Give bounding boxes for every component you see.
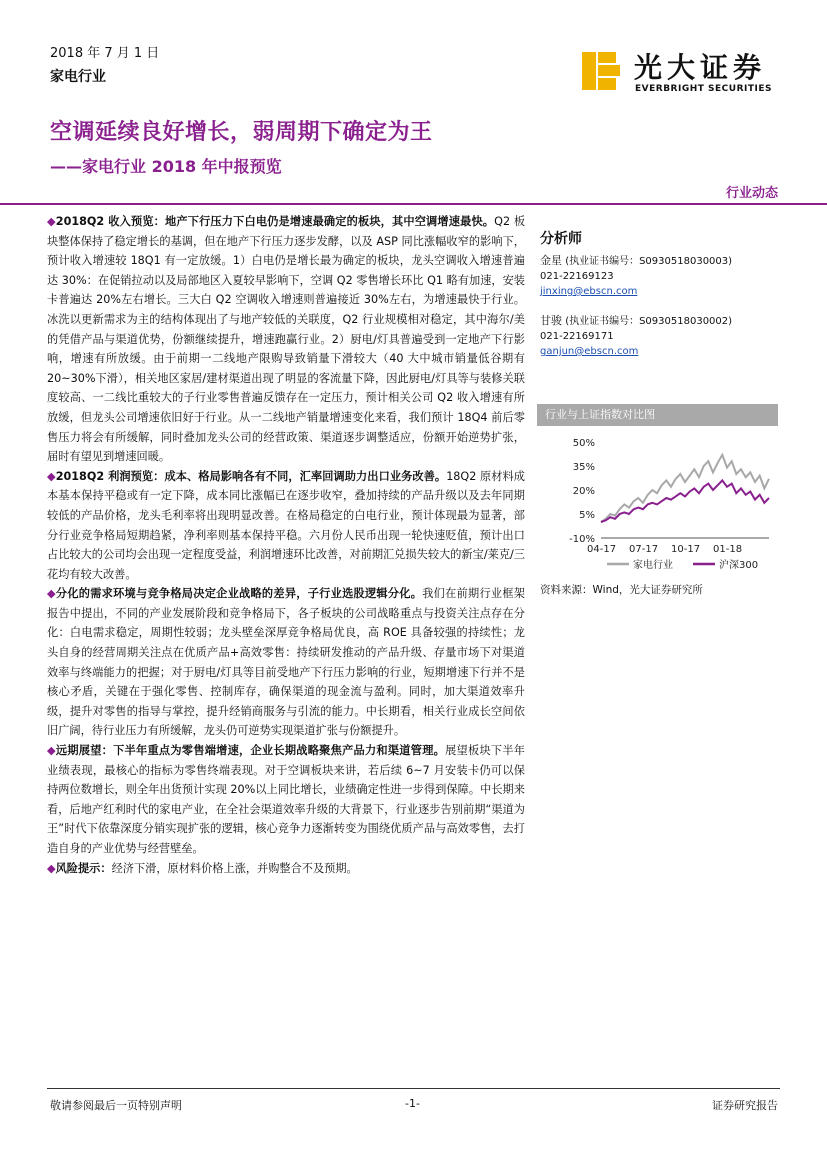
industry-label: 家电行业: [50, 69, 106, 85]
section-lead: 风险提示：: [55, 861, 112, 875]
y-tick-label: 20%: [572, 486, 595, 497]
diamond-bullet-icon: ◆: [47, 587, 56, 601]
diamond-bullet-icon: ◆: [47, 861, 56, 875]
diamond-bullet-icon: ◆: [47, 744, 56, 758]
header-divider: [0, 203, 827, 205]
section-risk: [47, 859, 525, 879]
series-line-csi300: [601, 480, 769, 522]
section-profit: [47, 467, 525, 585]
analyst-phone: 021-22169123: [540, 271, 614, 282]
x-tick-label: 10-17: [671, 544, 701, 555]
logo-chinese-name: 光大证券: [634, 51, 767, 84]
x-tick-label: 04-17: [587, 544, 617, 555]
analyst-panel: [540, 232, 780, 359]
diamond-bullet-icon: ◆: [47, 215, 56, 228]
analyst-cert: (执业证书编号：S0930518030002): [565, 316, 733, 327]
analyst-name: 金星: [540, 254, 562, 267]
report-subtitle: ——家电行业 2018 年中报预览: [50, 157, 282, 176]
x-tick-label: 01-18: [713, 544, 743, 555]
section-body: 18Q2 原材料成本基本保持平稳或有一定下降，成本同比涨幅已在逐步收窄，叠加持续的产品升级以及去年同期较低的产品价格，龙头毛利率将出现明显改善。在格局稳定的白电行业，预计体现最为显著，部分行业竞争格局短期趋紧，净利率则基本保持平稳。六月份人民币出现一轮快速贬值，预计出口占比较大的公司均会出现一定程度受益，利润增速环比改善，对前期汇兑损失较大的新宝/莱克/三花均有较大改善。: [47, 469, 525, 581]
section-outlook: [47, 741, 525, 859]
analyst-cert: (执业证书编号：S0930518030003): [565, 256, 733, 267]
logo-english-name: EVERBRIGHT SECURITIES: [635, 84, 772, 94]
diamond-bullet-icon: ◆: [47, 469, 56, 483]
analyst-entry: [540, 313, 780, 359]
section-lead: 分化的需求环境与竞争格局决定企业战略的差异，子行业选股逻辑分化。: [55, 587, 423, 601]
section-body: 展望板块下半年业绩表现，最核心的指标为零售终端表现。对于空调板块来讲，若后续 6~7 月安装卡仍可以保持两位数增长，则全年出货预计实现 20%以上同比增长，业绩确定性进一步得到保障。中长期来看，后地产红利时代的家电产业，在全社会渠道效率升级的大背景下，行业逐步告别前期“渠道为王”时代下依靠深度分销实现扩张的逻辑，核心竞争力逐渐转变为围绕优质产品与高效零售，去打造自身的产业优势与经营壁垒。: [47, 744, 525, 855]
section-revenue: [47, 212, 525, 467]
footer-disclaimer: 敬请参阅最后一页特别声明: [50, 1099, 182, 1112]
y-tick-label: 35%: [572, 462, 595, 473]
section-strategy: [47, 584, 525, 741]
legend-label: 家电行业: [633, 560, 673, 571]
analyst-phone: 021-22169171: [540, 331, 614, 342]
section-body: Q2 板块整体保持了稳定增长的基调，但在地产下行压力逐步发酵，以及 ASP 同比涨幅收窄的影响下，预计收入增速较 18Q1 有一定放缓。1）白电仍是增长最为确定的板块，龙头空调收入增速普遍达 30%：在促销拉动以及局部地区入夏较早影响下，空调 Q2 零售增长环比 Q1 略有加速，安装卡普遍达 20%左右增长。三大白 Q2 空调收入增速则普遍接近 30%左右，为增速最快于行业。冰洗以更新需求为主的结构体现出了与地产较低的关联度，Q2 行业规模相对稳定，其中海尔/美的凭借产品与渠道优势，份额继续提升，增速跑赢行业。2）厨电/灯具普遍受到一定地产下行影响，增速有所放缓。由于前期一二线地产限购导致销量下滑较大（40 大中城市销量低谷期有 20~30%下滑），相关地区家居/建材渠道出现了明显的客流量下降，因此厨电/灯具等与装修关联度较高、一二线比重较大的子行业零售普遍反馈存在一定压力，预计相关公司 Q2 收入增速有所放缓，但龙头公司增速依旧好于行业。从一二线地产销量增速变化来看，我们预计 18Q4 前后零售压力将会有所缓解，同时叠加龙头公司的经营政策、渠道逐步调整适应，份额开始逆势扩张，届时有望见到增速回暖。: [47, 215, 526, 464]
report-date: 2018 年 7 月 1 日: [50, 46, 160, 61]
series-line-appliance: [601, 455, 769, 522]
section-lead: 2018Q2 利润预览：成本、格局影响各有不同，汇率回调助力出口业务改善。: [55, 469, 447, 483]
everbright-logo-icon: [580, 50, 622, 92]
report-title: 空调延续良好增长，弱周期下确定为王: [50, 120, 433, 145]
industry-vs-index-chart: [537, 432, 778, 582]
y-tick-label: 50%: [572, 438, 595, 449]
y-tick-label: 5%: [579, 510, 595, 521]
section-lead: 2018Q2 收入预览：地产下行压力下白电仍是增速最确定的板块，其中空调增速最快。: [55, 215, 495, 228]
footer-divider: [47, 1088, 780, 1089]
y-tick-label: -10%: [569, 534, 595, 545]
report-type-label: 行业动态: [725, 186, 778, 201]
analyst-header: 分析师: [540, 231, 582, 247]
analyst-email-link[interactable]: ganjun@ebscn.com: [540, 346, 639, 357]
chart-source: 资料来源：Wind，光大证券研究所: [540, 584, 703, 596]
chart-title: 行业与上证指数对比图: [537, 404, 778, 426]
section-body: 经济下滑，原材料价格上涨，并购整合不及预期。: [111, 861, 358, 875]
x-tick-label: 07-17: [629, 544, 659, 555]
analyst-email-link[interactable]: jinxing@ebscn.com: [540, 286, 638, 297]
analyst-name: 甘骏: [540, 314, 562, 327]
footer-report-kind: 证券研究报告: [712, 1099, 778, 1112]
legend-label: 沪深300: [719, 560, 759, 571]
section-body: 我们在前期行业框架报告中提出，不同的产业发展阶段和竞争格局下，各子板块的公司战略重点与投资关注点存在分化：白电需求稳定，周期性较弱；龙头壁垒深厚竞争格局优良，高 ROE 具备较强的持续性；龙头自身的经营周期关注点在优质产品+高效零售：持续研发推动的产品升级、存量市场下对渠道效率与终端能力的把握；对于厨电/灯具等目前受地产下行压力影响的行业，短期增速下行并不是核心矛盾，关键在于强化零售、控制库存，确保渠道的现金流与盈利。同时，加大渠道效率升级，提升对零售的指导与掌控，提升经销商服务与引流的能力。中长期看，相关行业成长空间依旧广阔，待行业压力有所缓解，龙头仍可逆势实现渠道扩张与份额提升。: [47, 587, 525, 738]
analyst-entry: [540, 253, 780, 299]
page-number: -1-: [405, 1097, 420, 1110]
report-body: [47, 212, 525, 878]
section-lead: 远期展望：下半年重点为零售端增速，企业长期战略聚焦产品力和渠道管理。: [55, 744, 446, 758]
